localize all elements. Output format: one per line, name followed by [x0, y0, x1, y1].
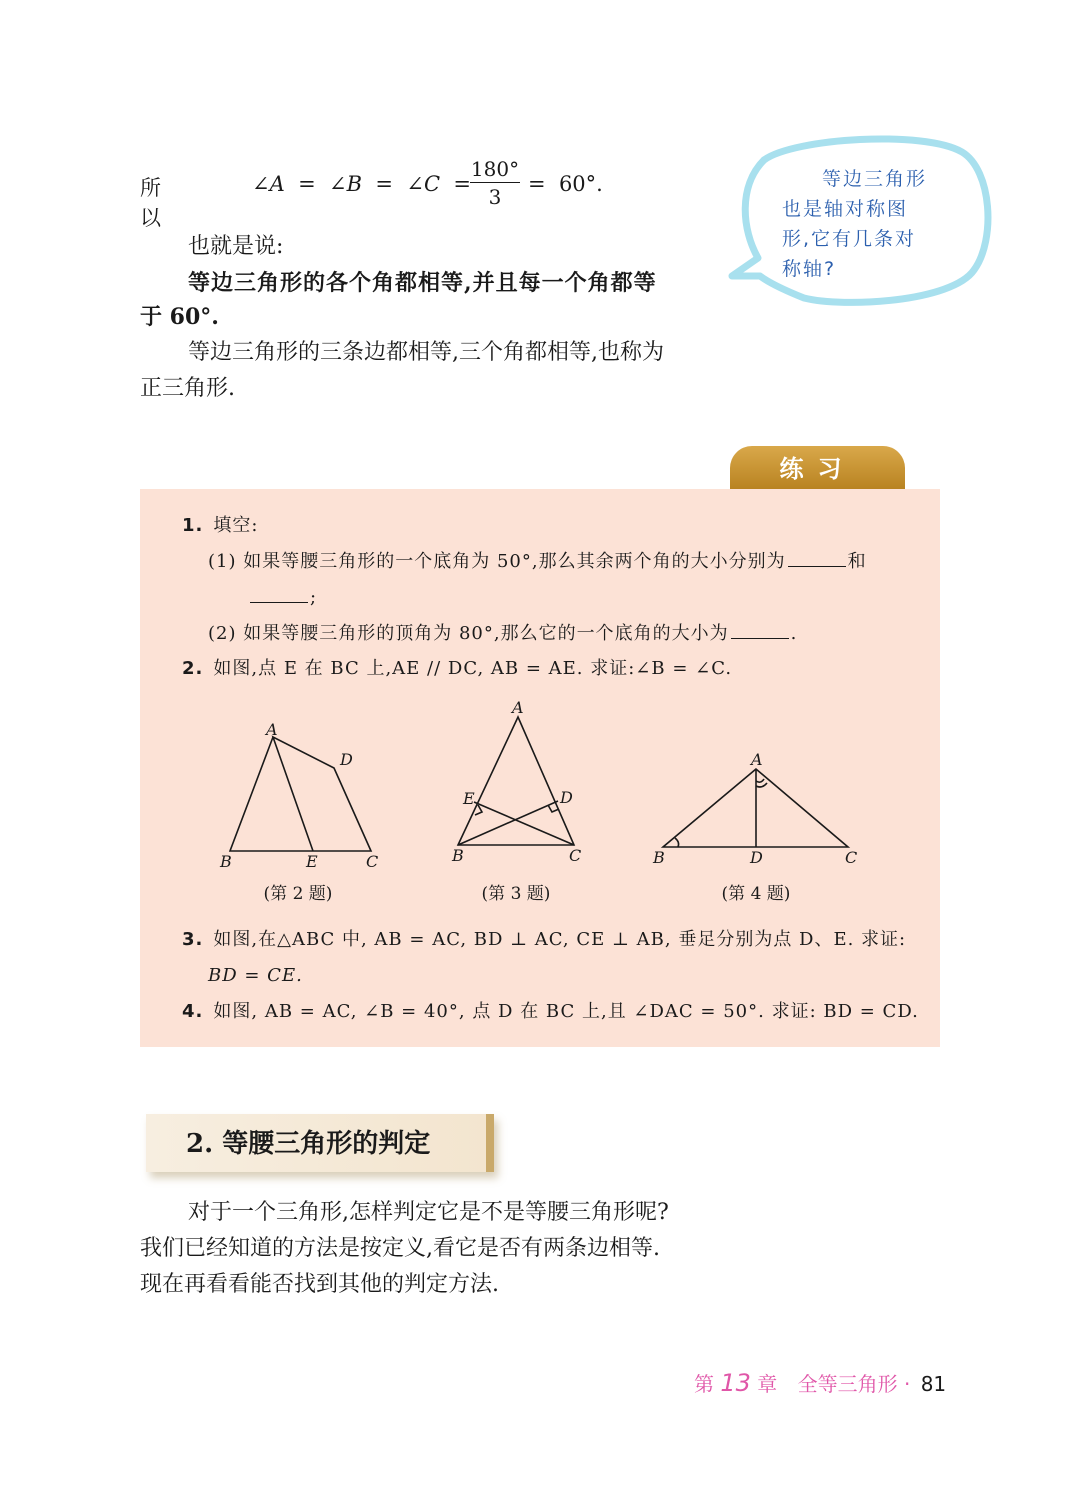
question-2 — [182, 655, 732, 683]
q1-part1-text: (1) 如果等腰三角形的一个底角为 50°,那么其余两个角的大小分别为 — [208, 551, 786, 572]
fig4-label-b: B — [653, 848, 665, 867]
fig3-label-d: D — [560, 788, 573, 807]
fig4-label-c: C — [845, 848, 858, 867]
question-1-number: 1. — [182, 515, 204, 536]
formula-expression: ∠A = ∠B = ∠C = — [252, 172, 471, 196]
figure-caption-q4: (第 4 题) — [721, 884, 791, 904]
q1-part1-and: 和 — [847, 551, 867, 572]
bubble-line-1: 等边三角形 — [822, 168, 928, 190]
chapter-number: 13 — [720, 1369, 751, 1397]
question-2-number: 2. — [182, 658, 204, 679]
question-3-line-1: 如图,在△ABC 中, AB = AC, BD ⊥ AC, CE ⊥ AB, 垂足分别为点 D、E. 求证: — [213, 929, 907, 950]
fig2-label-a: A — [266, 720, 278, 739]
fig3-label-e: E — [463, 789, 475, 808]
footer-dot: · — [903, 1372, 911, 1396]
bubble-line-2: 也是轴对称图 — [782, 198, 909, 220]
question-4-text: 如图, AB = AC, ∠B = 40°, 点 D 在 BC 上,且 ∠DAC = 50°. 求证: BD = CD. — [213, 1001, 919, 1022]
paragraph-intro: 也就是说: — [188, 234, 284, 259]
figure-q4 — [652, 750, 857, 867]
fraction-numerator: 180° — [470, 157, 520, 181]
question-3 — [182, 926, 906, 954]
formula-lead: 所以 — [140, 176, 161, 230]
question-3-number: 3. — [182, 929, 204, 950]
q1-part2-end: . — [790, 623, 798, 644]
answer-blank — [731, 620, 789, 639]
formula-result: = 60°. — [528, 172, 603, 196]
answer-blank — [788, 548, 846, 567]
question-1-part-1 — [208, 548, 867, 576]
bubble-text — [782, 164, 932, 284]
question-1-part-2 — [208, 620, 797, 648]
practice-tab: 练习 — [730, 446, 905, 490]
geometry-figures — [140, 695, 940, 885]
q1-part1-end: ; — [310, 587, 318, 608]
chapter-prefix: 第 — [694, 1372, 714, 1396]
question-1-part-1-cont — [248, 584, 317, 612]
fig3-label-a: A — [512, 698, 524, 717]
fig4-label-a: A — [751, 750, 763, 769]
body-line-2: 我们已经知道的方法是按定义,看它是否有两条边相等. — [140, 1236, 660, 1261]
bubble-line-3: 形,它有几条对 — [782, 228, 917, 250]
chapter-suffix: 章 — [757, 1372, 778, 1396]
figure-q3 — [451, 698, 581, 865]
figure-caption-q2: (第 2 题) — [263, 884, 333, 904]
fig2-label-d: D — [340, 750, 353, 769]
body-line-3: 现在再看看能否找到其他的判定方法. — [140, 1272, 499, 1297]
theorem-line-1: 等边三角形的各个角都相等,并且每一个角都等 — [188, 270, 657, 296]
fig4-label-d: D — [750, 848, 763, 867]
chapter-title: 全等三角形 — [797, 1372, 898, 1396]
fig3-label-b: B — [452, 846, 464, 865]
fig3-label-c: C — [569, 846, 582, 865]
body-line-1: 对于一个三角形,怎样判定它是不是等腰三角形呢? — [188, 1200, 669, 1225]
fig2-label-b: B — [220, 852, 232, 871]
fig2-label-c: C — [366, 852, 379, 871]
page-number: 81 — [920, 1372, 947, 1396]
page-footer — [694, 1368, 946, 1399]
question-4-number: 4. — [182, 1001, 204, 1022]
bubble-line-4: 称轴? — [782, 258, 837, 280]
question-1-title: 填空: — [213, 515, 259, 536]
answer-blank — [250, 584, 308, 603]
question-1 — [182, 512, 258, 540]
paragraph-equilateral-line-1: 等边三角形的三条边都相等,三个角都相等,也称为 — [188, 340, 664, 365]
q1-part2-text: (2) 如果等腰三角形的顶角为 80°,那么它的一个底角的大小为 — [208, 623, 729, 644]
formula-fraction — [470, 158, 520, 208]
fraction-denominator: 3 — [488, 185, 502, 209]
question-4 — [182, 998, 919, 1026]
paragraph-equilateral-line-2: 正三角形. — [140, 376, 235, 401]
fig2-label-e: E — [306, 852, 318, 871]
question-3-line-2: BD = CE. — [208, 965, 303, 986]
theorem-line-2: 于 60°. — [140, 304, 219, 330]
figure-q2 — [219, 720, 378, 871]
question-2-text: 如图,点 E 在 BC 上,AE // DC, AB = AE. 求证:∠B = ∠C. — [213, 658, 733, 679]
section-title: 2. 等腰三角形的判定 — [186, 1129, 431, 1159]
figure-caption-q3: (第 3 题) — [481, 884, 551, 904]
